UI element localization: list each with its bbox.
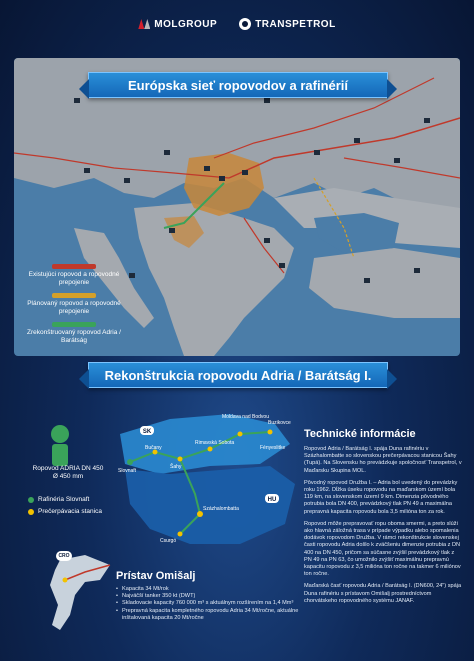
transpetrol-logo-icon	[239, 18, 251, 30]
technical-info-section	[304, 428, 462, 610]
legend-label-planned: Plánovaný ropovod a ropovodné prepojenie	[27, 300, 121, 315]
technical-info-title: Technické informácie	[304, 428, 416, 440]
port-item: • Najväčší tanker 350 kt (DWT)	[116, 593, 306, 600]
legend-item-reconstructed	[24, 322, 124, 345]
place-slovnaft: Slovnaft	[118, 468, 137, 474]
place-moldava: Moldava nad Bodvou	[222, 414, 269, 420]
legend-label-reconstructed: Zrekonštruovaný ropovod Adria / Barátság	[27, 329, 121, 344]
omisalj-marker	[63, 578, 68, 583]
place-bucany: Bučany	[145, 445, 162, 451]
legend-swatch-existing	[52, 264, 96, 269]
port-item: • Prepravná kapacita kompletného ropovodu Adria 34 Mt/ročne, aktuálne inštalovaná kapacita 20 Mt/ročne	[116, 608, 306, 622]
port-list	[116, 586, 306, 622]
place-rimavska-sobota: Rimavská Sobota	[195, 440, 235, 446]
mol-group-logo	[138, 19, 217, 30]
legend-item-refinery	[28, 496, 89, 503]
place-csurgo: Csurgó	[160, 538, 177, 544]
place-szazhalombatta: Százhalombatta	[203, 506, 239, 512]
port-omisalj-section	[116, 570, 306, 622]
legend-label-refinery: Rafinéria Slovnaft	[38, 496, 90, 503]
badge-cro: CRO	[56, 551, 72, 561]
port-item: • Skladovacie kapacity 760 000 m³ s aktuálnym rozšírením na 1,4 Mm³	[116, 600, 306, 607]
croatia-shape	[50, 555, 110, 630]
place-sahy: Šahy	[170, 464, 182, 470]
legend-label-pumping-station: Prečerpávacia stanica	[38, 508, 102, 515]
sahy-marker	[178, 457, 183, 462]
pumping-station-dot-icon	[28, 509, 34, 515]
header	[0, 0, 474, 48]
place-fenyeslitke: Fényeslitke	[260, 445, 286, 451]
refinery-dot-icon	[28, 497, 34, 503]
technical-info-paragraph-3: Ropovod môže prepravovať ropu oboma smermi, a preto slúži ako hlavná záložná trasa v prípade výpadku alebo spomalenia dodávok ropovodom Družba. V rámci rekonštrukcie slovenskej časti ropovodu Adria došlo k zväčšeniu dimenzie potrubia z DN 400 na DN 450, pričom sa súčasne zvýšil prevádzkový tlak z PN 49 na PN 63, čo umožnilo zvýšiť maximálnu prepravnú kapacitu ropovodu z 3,5 milióna ton ročne na takmer 6 miliónov ton ročne.	[304, 520, 461, 578]
pipe-caption: Ropovod ADRIA DN 450 Ø 450 mm	[32, 465, 104, 480]
route-region-hungary	[125, 466, 295, 544]
buzikovce-marker	[268, 430, 273, 435]
transpetrol-logo-text: TRANSPETROL	[255, 18, 336, 30]
technical-info-paragraph-4: Maďarská časť ropovodu Adria / Barátság I. (DN600, 24") spája Duna rafinériu s prístavom Omišalj prostredníctvom chorvátskeho ropovodného systému JANAF.	[304, 583, 462, 604]
pipe-cross-section-icon	[40, 420, 80, 470]
adria-route-map	[100, 404, 300, 554]
mol-logo-text: MOLGROUP	[154, 18, 218, 30]
csurgo-marker	[178, 532, 183, 537]
highlight-hungary-slovakia	[184, 153, 264, 216]
place-buzikovce: Buzikovce	[268, 420, 291, 426]
transpetrol-logo	[239, 18, 336, 30]
badge-sk-text: SK	[142, 429, 152, 435]
technical-info-paragraph-1: Ropovod Adria / Barátság I. spája Duna rafinériu v Százhalombatte so slovenskou prečerpávacou stanicou Šahy (Tupá). Na Slovensku ho prevádzkuje spoločnosť Transpetrol, v Maďarsku Skupina MOL.	[304, 446, 462, 474]
land-turkey	[309, 248, 460, 318]
banner-european-network: Európska sieť ropovodov a rafinérií	[88, 72, 388, 98]
croatia-map	[40, 540, 120, 640]
slovnaft-marker	[127, 459, 133, 465]
moldava-marker	[238, 432, 243, 437]
port-title: Prístav Omišalj	[116, 570, 196, 582]
legend-item-existing	[24, 264, 124, 287]
rimavska-sobota-marker	[208, 447, 213, 452]
legend-item-pumping-station	[28, 508, 102, 515]
legend-swatch-planned	[52, 293, 96, 298]
banner-adria-reconstruction: Rekonštrukcia ropovodu Adria / Barátság I.	[88, 362, 388, 388]
legend-label-existing: Existujúci ropovod a ropovodné prepojenie	[28, 271, 120, 286]
technical-info-paragraph-2: Pôvodný ropovod Družba I. – Adria bol uvedený do prevádzky roku 1962. Dĺžka úseku ropovodu na maďarskom území bola 119 km, na slovenskom území 9 km. Dimenzia pôvodného potrubia bola DN 400, prevádzkový tlak PN 49 a maximálna prepravná kapacita ropovodu bola 3,5 milióna ton za rok.	[304, 479, 458, 515]
legend-item-planned	[24, 293, 124, 316]
land-balkans	[134, 203, 294, 356]
port-item: • Kapacita 34 Mt/rok	[116, 586, 306, 593]
badge-hu-text: HU	[267, 497, 277, 503]
legend-swatch-reconstructed	[52, 322, 96, 327]
legend-pipelines	[24, 264, 124, 351]
mol-logo-icon	[138, 19, 150, 29]
